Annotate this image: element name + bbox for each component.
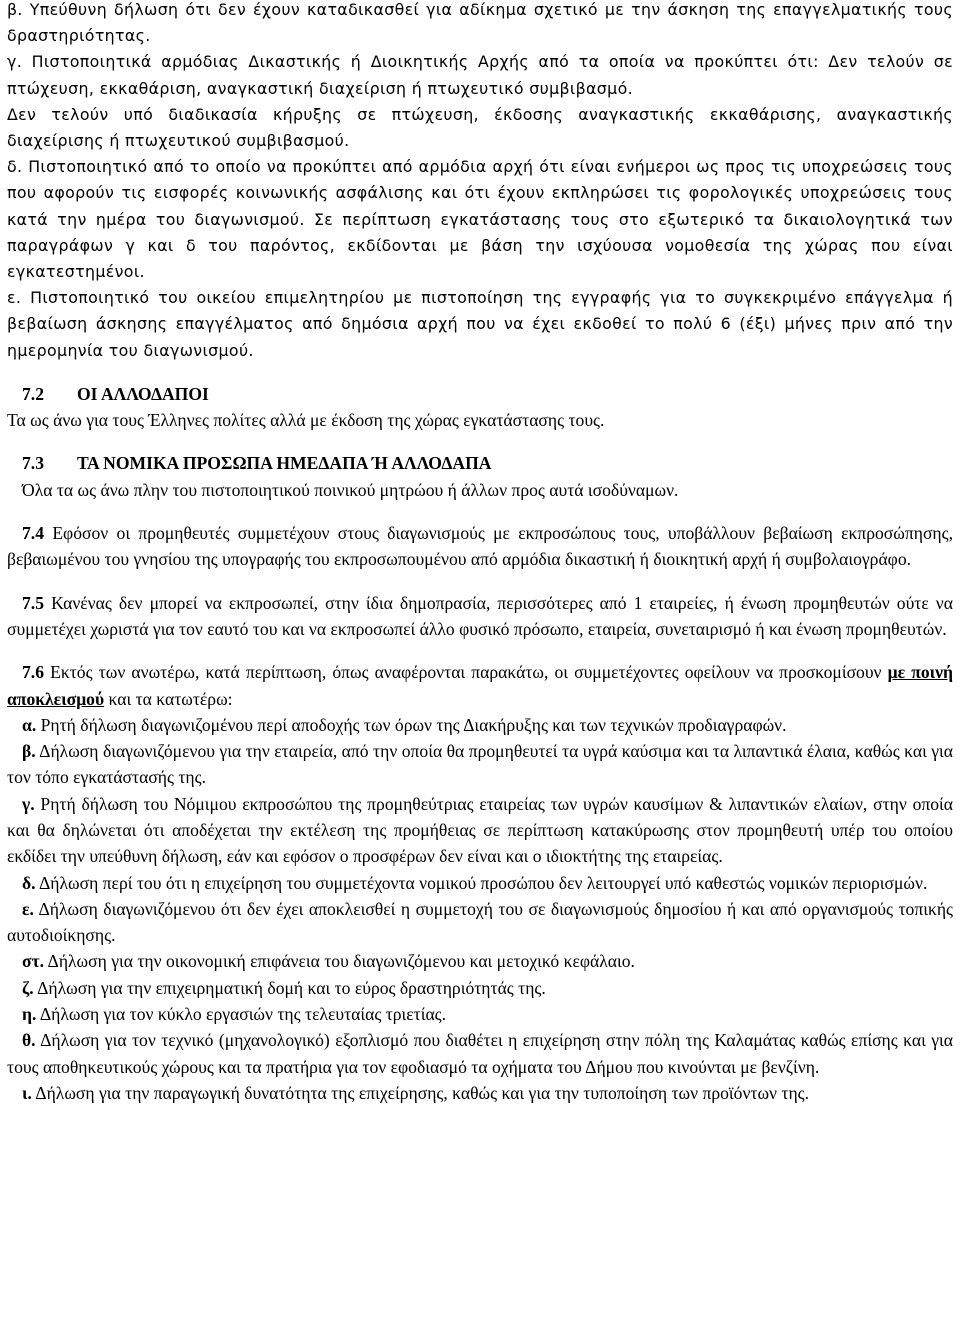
list-item-label: ζ. xyxy=(22,977,34,998)
spacer xyxy=(7,364,953,381)
spacer xyxy=(7,573,953,590)
section-number: 7.5 xyxy=(22,592,44,613)
section-title: ΤΑ ΝΟΜΙΚΑ ΠΡΟΣΩΠΑ ΗΜΕΔΑΠΑ Ή ΑΛΛΟΔΑΠΑ xyxy=(77,453,492,474)
list-item xyxy=(7,1027,953,1080)
section-7-4-paragraph xyxy=(7,520,953,573)
spacer xyxy=(7,503,953,520)
item-b-paragraph: β. Υπεύθυνη δήλωση ότι δεν έχουν καταδικασθεί για αδίκημα σχετικό με την άσκηση της επαγγελματικής τους δραστηριότητας. xyxy=(7,0,953,46)
list-item xyxy=(7,1001,953,1027)
item-g-continuation: Δεν τελούν υπό διαδικασία κήρυξης σε πτώχευση, έκδοσης αναγκαστικής εκκαθάρισης, αναγκαστικής διαχείρισης ή πτωχευτικού συμβιβασμού. xyxy=(7,104,953,151)
list-item-label: δ. xyxy=(22,872,36,893)
list-item-label: στ. xyxy=(22,951,45,972)
list-item-text: Ρητή δήλωση διαγωνιζομένου περί αποδοχής των όρων της Διακήρυξης και των τεχνικών προδιαγραφών. xyxy=(40,714,787,735)
list-item-text: Δήλωση για την οικονομική επιφάνεια του διαγωνιζόμενου και μετοχικό κεφάλαιο. xyxy=(47,951,635,972)
list-item-text: Δήλωση για τον κύκλο εργασιών της τελευταίας τριετίας. xyxy=(39,1004,447,1025)
section-text: Εφόσον οι προμηθευτές συμμετέχουν στους διαγωνισμούς με εκπροσώπους τους, υποβάλλουν βεβαίωση εκπροσώπησης, βεβαιωμένου του γνησίου της υπογραφής του εκπροσωπουμένου από αρμόδια δικαστική ή διοικητική αρχή ή συμβολαιογράφο. xyxy=(7,523,953,570)
list-item-text: Δήλωση για τον τεχνικό (μηχανολογικό) εξοπλισμό που διαθέτει η επιχείρηση στην πόλη της Καλαμάτας καθώς επίσης και για τους αποθηκευτικούς χώρους και τα πρατήρια για τον εφοδιασμό τα οχήματα του Δήμου που κινούνται με βενζίνη. xyxy=(7,1030,953,1077)
item-e-paragraph: ε. Πιστοποιητικό του οικείου επιμελητηρίου με πιστοποίηση της εγγραφής για το συγκεκριμένο επάγγελμα ή βεβαίωση άσκησης επαγγέλματος από δημόσια αρχή που να έχει εκδοθεί το πολύ 6 (έξι) μήνες πριν από την ημερομηνία του διαγωνισμού. xyxy=(7,288,953,360)
spacer xyxy=(7,642,953,659)
section-7-3-text: Όλα τα ως άνω πλην του πιστοποιητικού ποινικού μητρώου ή άλλων προς αυτά ισοδύναμων. xyxy=(22,479,679,500)
spacer xyxy=(7,433,953,450)
requirements-list xyxy=(7,712,953,1106)
list-item-label: γ. xyxy=(22,793,35,814)
list-item-text: Δήλωση περί του ότι η επιχείρηση του συμμετέχοντα νομικού προσώπου δεν λειτουργεί υπό καθεστώς νομικών περιορισμών. xyxy=(38,872,928,893)
list-item-label: ε. xyxy=(22,898,34,919)
section-number: 7.4 xyxy=(22,523,44,544)
list-item-label: θ. xyxy=(22,1030,36,1051)
list-item-text: Δήλωση διαγωνιζόμενου για την εταιρεία, από την οποία θα προμηθευτεί τα υγρά καύσιμα και τα λιπαντικά έλαια, καθώς και για τον τόπο εγκατάστασής της. xyxy=(7,741,953,788)
section-number: 7.3 xyxy=(22,453,44,474)
section-text-end: και τα κατωτέρω: xyxy=(108,688,233,709)
section-number: 7.6 xyxy=(22,662,44,683)
section-text: Κανένας δεν μπορεί να εκπροσωπεί, στην ίδια δημοπρασία, περισσότερες από 1 εταιρείες, ή ένωση προμηθευτών ούτε να συμμετέχει χωριστά για τον εαυτό του και να εκπροσωπεί άλλο φυσικό πρόσωπο, εταιρεία, συνεταιρισμό ή και ένωση προμηθευτών. xyxy=(7,592,953,639)
section-text: Εκτός των ανωτέρω, κατά περίπτωση, όπως αναφέρονται παρακάτω, οι συμμετέχοντες οφείλουν να προσκομίσουν xyxy=(50,662,882,683)
section-7-5-paragraph xyxy=(7,590,953,643)
list-item-label: β. xyxy=(22,741,36,762)
list-item-label: α. xyxy=(22,714,37,735)
list-item xyxy=(7,791,953,870)
section-number: 7.2 xyxy=(22,383,44,404)
item-d-paragraph: δ. Πιστοποιητικό από το οποίο να προκύπτει από αρμόδια αρχή ότι είναι ενήμεροι ως προς τις υποχρεώσεις τους που αφορούν τις εισφορές κοινωνικής ασφάλισης και ότι έχουν εκπληρώσει τις φορολογικές υποχρεώσεις τους κατά την ημέρα του διαγωνισμού. Σε περίπτωση εγκατάστασης τους στο εξωτερικό τα δικαιολογητικά των παραγράφων γ και δ του παρόντος, εκδίδονται με βάση την ισχύουσα νομοθεσία της χώρας που είναι εγκατεστημένοι. xyxy=(7,157,953,282)
list-item-text: Δήλωση διαγωνιζόμενου ότι δεν έχει αποκλεισθεί η συμμετοχή του σε διαγωνισμούς δημοσίου ή και από οργανισμούς τοπικής αυτοδιοίκησης. xyxy=(7,898,953,946)
section-7-2-text: Τα ως άνω για τους Έλληνες πολίτες αλλά με έκδοση της χώρας εγκατάστασης τους. xyxy=(7,410,605,431)
item-g-paragraph: γ. Πιστοποιητικά αρμόδιας Δικαστικής ή Διοικητικής Αρχής από τα οποία να προκύπτει ότι: Δεν τελούν σε πτώχευση, εκκαθάριση, αναγκαστική διαχείριση ή πτωχευτικό συμβιβασμό. xyxy=(7,52,953,98)
section-7-3-heading xyxy=(7,450,953,476)
list-item xyxy=(7,975,953,1001)
list-item xyxy=(7,896,953,949)
list-item xyxy=(7,712,953,738)
exclusion-emphasis: με ποινή αποκλεισμού xyxy=(7,662,953,709)
list-item xyxy=(7,870,953,896)
list-item-text: Δήλωση για την επιχειρηματική δομή και το εύρος δραστηριότητάς της. xyxy=(37,977,546,998)
list-item xyxy=(7,1080,953,1106)
list-item xyxy=(7,738,953,791)
section-7-6-paragraph xyxy=(7,659,953,712)
list-item xyxy=(7,948,953,974)
section-title: ΟΙ ΑΛΛΟΔΑΠΟΙ xyxy=(77,383,209,404)
section-7-2-heading xyxy=(7,381,953,407)
list-item-text: Δήλωση για την παραγωγική δυνατότητα της επιχείρησης, καθώς και για την τυποποίηση των προϊόντων της. xyxy=(35,1082,810,1103)
list-item-label: ι. xyxy=(22,1082,32,1103)
list-item-text: Ρητή δήλωση του Νόμιμου εκπροσώπου της προμηθεύτριας εταιρείας των υγρών καυσίμων & λιπαντικών ελαίων, στην οποία και θα δηλώνεται ότι αποδέχεται την εκτέλεση της προμήθειας σε περίπτωση κατακύρωσης στον προμηθευτή υπέρ του οποίου εκδίδει την υπεύθυνη δήλωση, εάν και εφόσον ο προσφέρων δεν είναι και ο ιδιοκτήτης της εταιρείας. xyxy=(7,793,953,867)
list-item-label: η. xyxy=(22,1004,37,1025)
